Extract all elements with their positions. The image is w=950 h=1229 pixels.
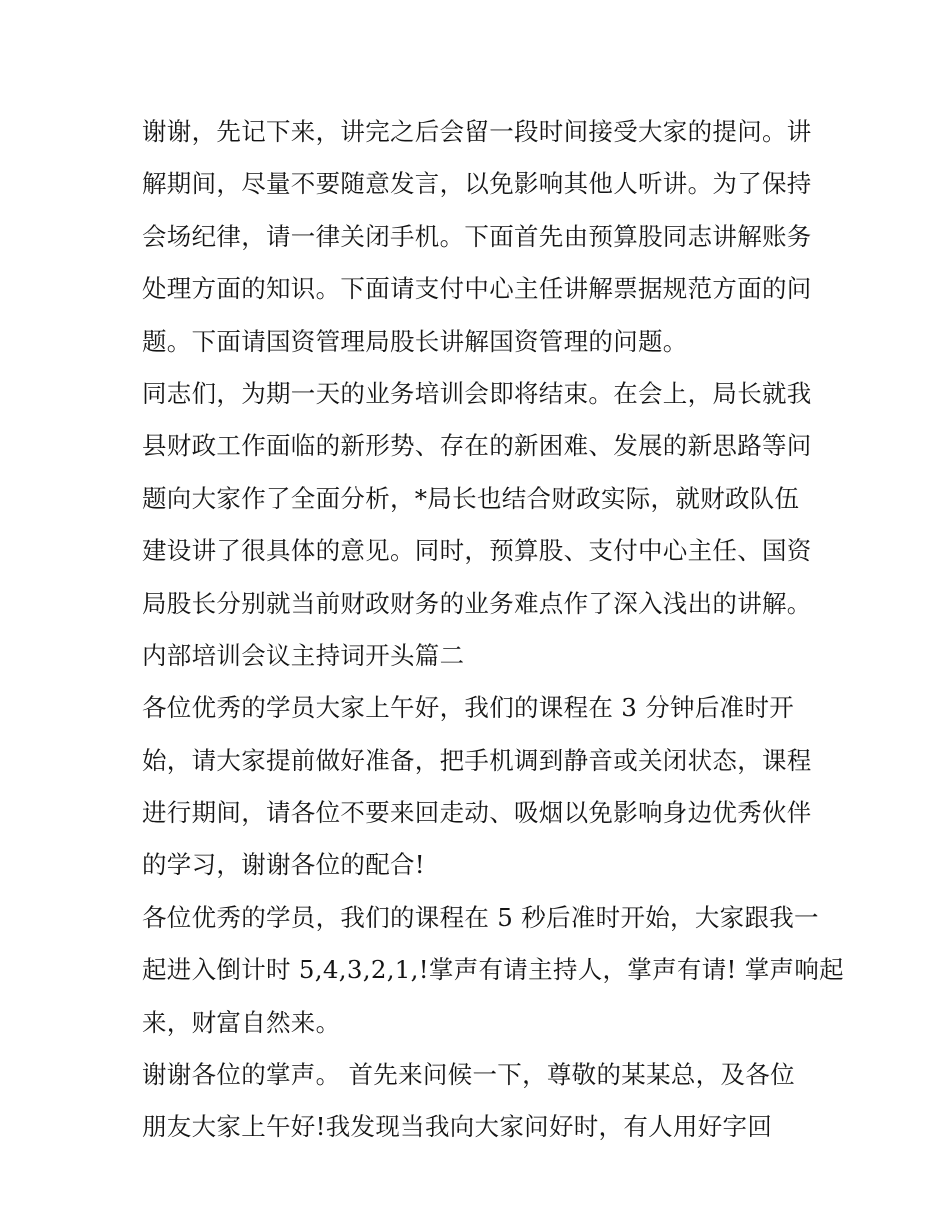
text-line: 朋友大家上午好!我发现当我向大家问好时，有人用好字回 xyxy=(142,1112,773,1142)
text-line: 会场纪律，请一律关闭手机。下面首先由预算股同志讲解账务 xyxy=(142,221,812,251)
text-line: 各位优秀的学员大家上午好，我们的课程在 3 分钟后准时开 xyxy=(142,693,795,723)
text-line: 建设讲了很具体的意见。同时，预算股、支付中心主任、国资 xyxy=(142,536,812,566)
text-line: 来，财富自然来。 xyxy=(142,1007,341,1037)
document-body xyxy=(142,106,844,1154)
text-line: 进行期间，请各位不要来回走动、吸烟以免影响身边优秀伙伴 xyxy=(142,798,812,828)
text-line: 县财政工作面临的新形势、存在的新困难、发展的新思路等问 xyxy=(142,431,812,461)
text-line: 起进入倒计时 5,4,3,2,1,!掌声有请主持人，掌声有请! 掌声响起 xyxy=(142,955,844,985)
text-line: 谢谢，先记下来，讲完之后会留一段时间接受大家的提问。讲 xyxy=(142,117,812,146)
text-line: 的学习，谢谢各位的配合! xyxy=(142,850,425,880)
section-heading: 内部培训会议主持词开头篇二 xyxy=(142,640,465,670)
text-line: 始，请大家提前做好准备，把手机调到静音或关闭状态，课程 xyxy=(142,745,812,775)
text-line: 同志们，为期一天的业务培训会即将结束。在会上，局长就我 xyxy=(142,378,812,408)
text-line: 局股长分别就当前财政财务的业务难点作了深入浅出的讲解。 xyxy=(142,588,812,618)
text-line: 题。下面请国资管理局股长讲解国资管理的问题。 xyxy=(142,326,688,356)
text-line: 处理方面的知识。下面请支付中心主任讲解票据规范方面的问 xyxy=(142,274,812,304)
text-line: 题向大家作了全面分析，*局长也结合财政实际，就财政队伍 xyxy=(142,483,800,513)
text-line: 各位优秀的学员，我们的课程在 5 秒后准时开始，大家跟我一 xyxy=(142,902,819,932)
text-line: 解期间，尽量不要随意发言，以免影响其他人听讲。为了保持 xyxy=(142,169,812,199)
text-line: 谢谢各位的掌声。 首先来问候一下，尊敬的某某总，及各位 xyxy=(142,1060,795,1090)
